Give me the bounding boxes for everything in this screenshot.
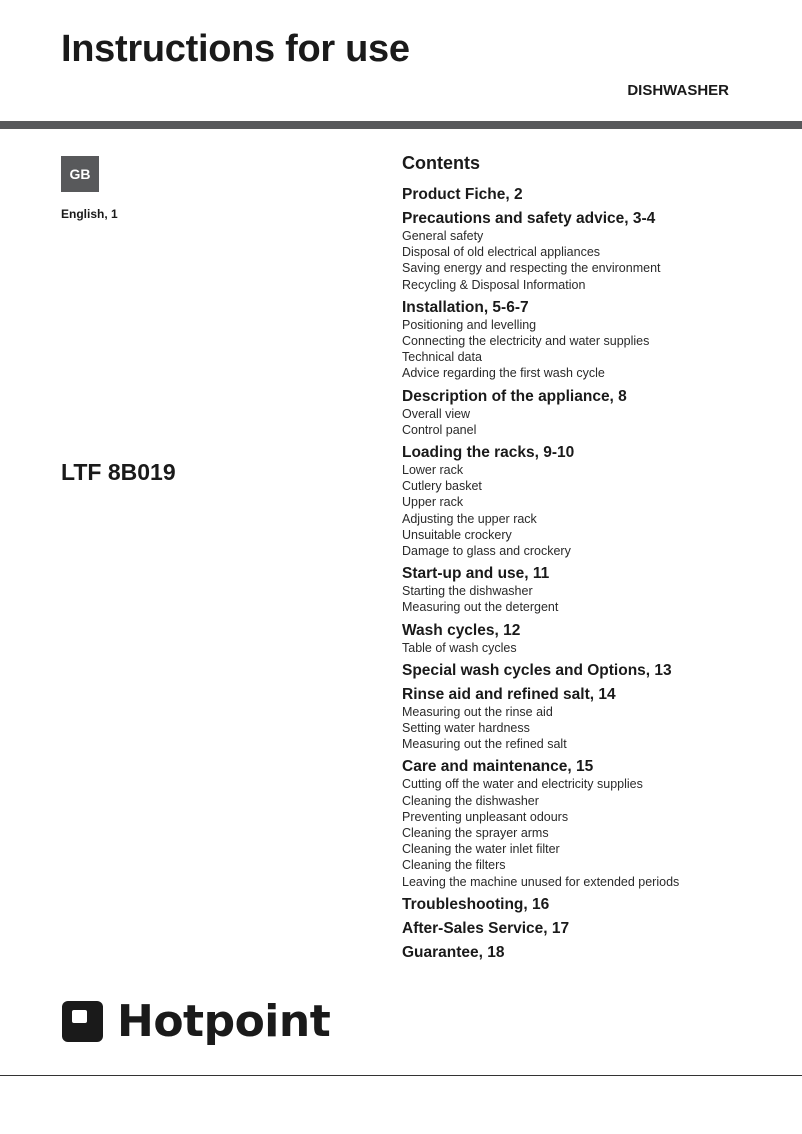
- contents-subitem: Cleaning the sprayer arms: [402, 826, 549, 841]
- header-divider: [0, 121, 802, 129]
- contents-subitem: Leaving the machine unused for extended periods: [402, 874, 680, 889]
- contents-subitems: [402, 317, 792, 382]
- brand-name: Hotpoint: [117, 995, 331, 1047]
- contents-subitem: Advice regarding the first wash cycle: [402, 366, 605, 381]
- contents-section-title: After-Sales Service, 17: [402, 919, 570, 937]
- model-number: LTF 8B019: [61, 459, 176, 485]
- contents-section: [402, 662, 792, 680]
- contents-subitem: Adjusting the upper rack: [402, 511, 537, 526]
- contents-section-title: Description of the appliance, 8: [402, 387, 627, 405]
- contents-subitem: Measuring out the rinse aid: [402, 704, 553, 719]
- table-of-contents: [402, 152, 792, 968]
- contents-section: [402, 920, 792, 938]
- contents-subitem: Upper rack: [402, 495, 464, 510]
- product-type: DISHWASHER: [627, 82, 729, 99]
- contents-subitem: Table of wash cycles: [402, 640, 517, 655]
- contents-subitem: Cleaning the filters: [402, 858, 506, 873]
- contents-subitem: Cutting off the water and electricity supplies: [402, 777, 643, 792]
- footer-divider: [0, 1075, 802, 1076]
- contents-section: [402, 186, 792, 204]
- contents-section-title: Wash cycles, 12: [402, 621, 521, 639]
- contents-section: [402, 444, 792, 559]
- contents-subitems: [402, 776, 792, 889]
- contents-subitem: Lower rack: [402, 463, 464, 478]
- contents-subitem: Measuring out the refined salt: [402, 737, 567, 752]
- contents-section-title: Product Fiche, 2: [402, 186, 523, 203]
- contents-section-title: Installation, 5-6-7: [402, 298, 529, 316]
- contents-subitems: [402, 462, 792, 559]
- contents-subitem: Disposal of old electrical appliances: [402, 245, 601, 260]
- contents-section-title: Precautions and safety advice, 3-4: [402, 210, 656, 227]
- contents-section-title: Guarantee, 18: [402, 943, 505, 961]
- contents-section: [402, 686, 792, 753]
- language-badge: GB: [61, 156, 99, 192]
- contents-section-title: Special wash cycles and Options, 13: [402, 661, 672, 679]
- contents-subitem: Control panel: [402, 422, 477, 437]
- contents-section: [402, 210, 792, 293]
- contents-subitem: Setting water hardness: [402, 721, 530, 736]
- contents-subitem: General safety: [402, 229, 484, 243]
- contents-subitem: Cutlery basket: [402, 479, 482, 494]
- contents-subitem: Saving energy and respecting the environment: [402, 261, 661, 276]
- brand-logo: [62, 995, 330, 1047]
- contents-subitem: Measuring out the detergent: [402, 600, 559, 615]
- contents-section-title: Start-up and use, 11: [402, 565, 550, 583]
- contents-section: [402, 299, 792, 382]
- contents-subitem: Unsuitable crockery: [402, 527, 512, 542]
- contents-section-title: Care and maintenance, 15: [402, 758, 594, 776]
- document-title: Instructions for use: [61, 28, 410, 70]
- contents-subitem: Preventing unpleasant odours: [402, 809, 569, 824]
- contents-section: [402, 622, 792, 656]
- contents-subitems: [402, 640, 792, 656]
- hotpoint-logo-icon: [62, 1001, 103, 1042]
- contents-section: [402, 896, 792, 914]
- contents-subitems: [402, 704, 792, 753]
- contents-subitem: Overall view: [402, 406, 471, 421]
- contents-subitems: [402, 228, 792, 293]
- contents-section: [402, 944, 792, 962]
- contents-list: [402, 186, 792, 962]
- language-entry: English, 1: [61, 207, 118, 221]
- contents-subitem: Damage to glass and crockery: [402, 544, 571, 559]
- contents-subitems: [402, 583, 792, 615]
- contents-section-title: Troubleshooting, 16: [402, 895, 550, 913]
- contents-subitem: Technical data: [402, 350, 482, 365]
- contents-section: [402, 565, 792, 615]
- contents-subitem: Positioning and levelling: [402, 317, 537, 332]
- contents-subitem: Recycling & Disposal Information: [402, 277, 586, 292]
- contents-subitems: [402, 406, 792, 438]
- contents-heading: Contents: [402, 153, 480, 173]
- contents-section: [402, 388, 792, 438]
- contents-subitem: Starting the dishwasher: [402, 584, 533, 599]
- contents-subitem: Cleaning the dishwasher: [402, 793, 539, 808]
- contents-subitem: Connecting the electricity and water supplies: [402, 334, 650, 349]
- contents-subitem: Cleaning the water inlet filter: [402, 842, 560, 857]
- contents-section-title: Rinse aid and refined salt, 14: [402, 685, 616, 703]
- contents-section: [402, 758, 792, 889]
- contents-section-title: Loading the racks, 9-10: [402, 444, 575, 462]
